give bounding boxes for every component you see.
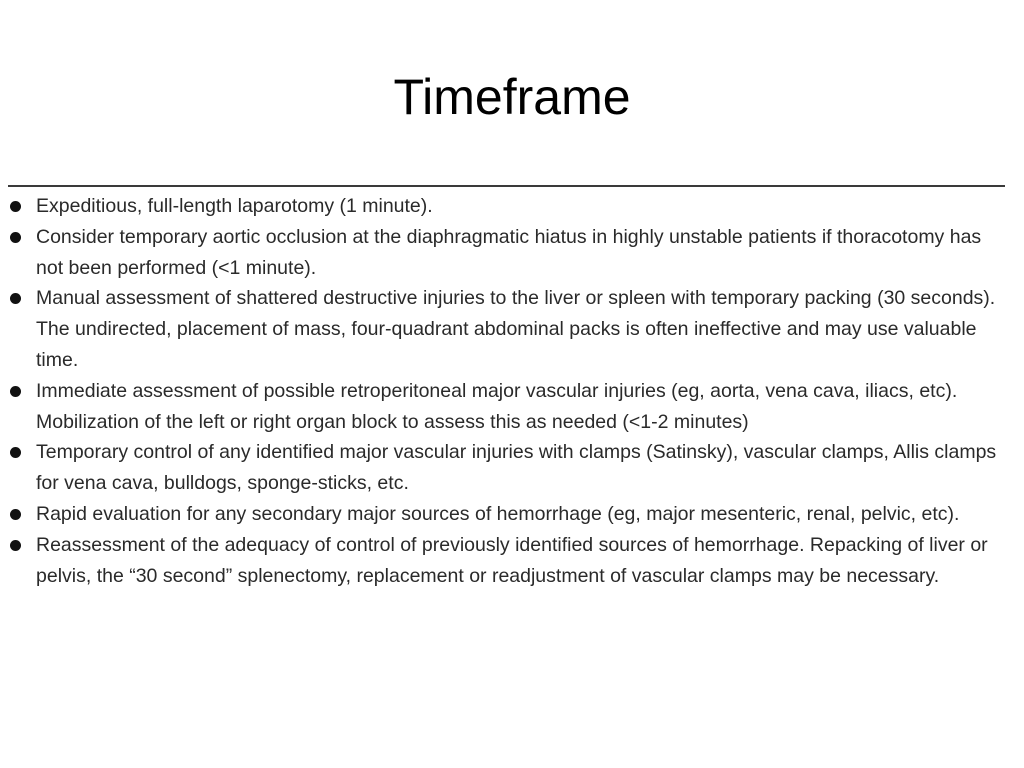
bullet-icon — [10, 232, 21, 243]
bullet-icon — [10, 447, 21, 458]
bullet-icon — [10, 540, 21, 551]
list-item — [8, 530, 1012, 592]
list-item — [8, 499, 1012, 530]
list-item-text: Temporary control of any identified major vascular injuries with clamps (Satinsky), vascular clamps, Allis clamps for vena cava, bulldogs, sponge-sticks, etc. — [36, 441, 997, 495]
list-item-text: Rapid evaluation for any secondary major sources of hemorrhage (eg, major mesenteric, renal, pelvic, etc). — [36, 502, 960, 525]
bullet-icon — [10, 201, 21, 212]
list-item — [8, 437, 1012, 499]
list-item-text: Reassessment of the adequacy of control of previously identified sources of hemorrhage. Repacking of liver or pelvis, the “30 second” splenectomy, replacement or readjustment of vascular clamps may be necessary. — [36, 533, 988, 587]
list-item — [8, 222, 1012, 284]
list-item-text: Immediate assessment of possible retroperitoneal major vascular injuries (eg, aorta, vena cava, iliacs, etc). Mobilization of the left or right organ block to assess this as needed (<1-2 minutes) — [36, 379, 958, 433]
bullet-icon — [10, 509, 21, 520]
bullet-list — [8, 191, 1012, 591]
list-item — [8, 191, 1012, 222]
horizontal-rule — [8, 185, 1005, 187]
list-item — [8, 376, 1012, 438]
list-item-text: Consider temporary aortic occlusion at the diaphragmatic hiatus in highly unstable patients if thoracotomy has not been performed (<1 minute). — [36, 225, 982, 279]
bullet-icon — [10, 386, 21, 397]
list-item-text: Manual assessment of shattered destructive injuries to the liver or spleen with temporary packing (30 seconds). The undirected, placement of mass, four-quadrant abdominal packs is often ineffective and may use valuable time. — [36, 287, 996, 371]
list-item — [8, 283, 1012, 375]
bullet-icon — [10, 293, 21, 304]
list-item-text: Expeditious, full-length laparotomy (1 minute). — [36, 195, 433, 217]
slide-title: Timeframe — [393, 69, 631, 125]
